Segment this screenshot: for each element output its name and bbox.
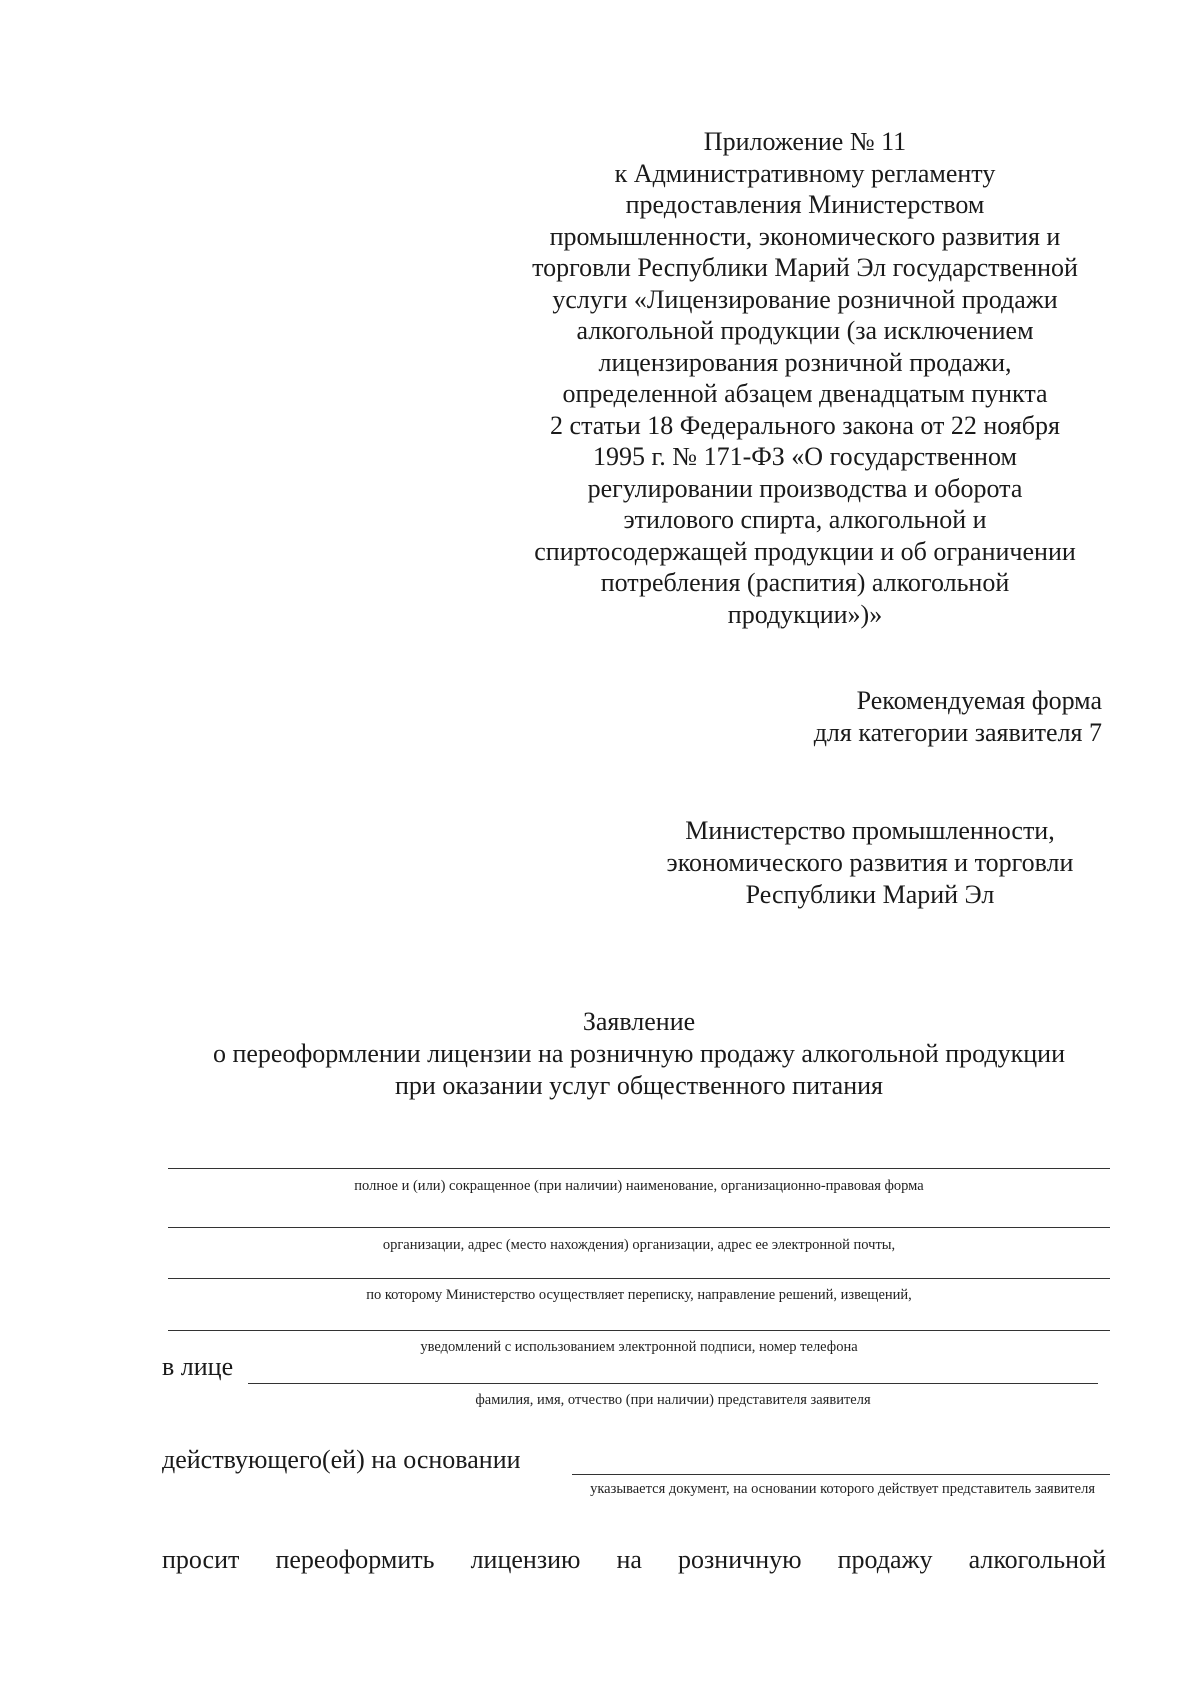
request-word: на: [616, 1545, 642, 1574]
appendix-line: продукции»)»: [727, 599, 883, 629]
applicant-address-field[interactable]: [168, 1227, 1110, 1228]
appendix-line: услуги «Лицензирование розничной продажи: [552, 284, 1058, 314]
represented-by-label: в лице: [162, 1352, 234, 1381]
basis-hint: указывается документ, на основании которого действует представитель заявителя: [590, 1481, 1095, 1497]
representative-hint: фамилия, имя, отчество (при наличии) представителя заявителя: [475, 1392, 871, 1408]
appendix-line: 1995 г. № 171-ФЗ «О государственном: [593, 442, 1017, 471]
appendix-line: торговли Республики Марий Эл государственной: [532, 253, 1078, 282]
appendix-line: предоставления Министерством: [625, 190, 985, 219]
addressee: [600, 815, 1140, 911]
appendix-line: 2 статьи 18 Федерального закона от 22 ноября: [550, 410, 1060, 440]
appendix-line: лицензирования розничной продажи,: [598, 347, 1012, 377]
appendix-line: Приложение № 11: [703, 127, 907, 156]
title-line: о переоформлении лицензии на розничную продажу алкогольной продукции: [212, 1039, 1066, 1068]
request-word: алкогольной: [968, 1545, 1106, 1574]
recommended-line: Рекомендуемая форма: [856, 686, 1102, 715]
applicant-name-field[interactable]: [168, 1168, 1110, 1169]
request-word: розничную: [678, 1545, 802, 1574]
appendix-line: к Административному регламенту: [614, 158, 996, 188]
applicant-hint: уведомлений с использованием электронной подписи, номер телефона: [420, 1339, 858, 1355]
appendix-line: алкогольной продукции (за исключением: [576, 316, 1034, 345]
appendix-line: этилового спирта, алкогольной и: [623, 505, 987, 534]
addressee-line: Министерство промышленности,: [685, 816, 1055, 845]
request-word: переоформить: [275, 1545, 435, 1574]
representative-name-field[interactable]: [248, 1383, 1098, 1384]
request-word: лицензию: [470, 1545, 581, 1574]
addressee-line: Республики Марий Эл: [745, 880, 995, 909]
appendix-line: потребления (распития) алкогольной: [600, 568, 1010, 597]
appendix-line: определенной абзацем двенадцатым пункта: [562, 379, 1048, 408]
recommended-line: для категории заявителя 7: [813, 718, 1102, 747]
applicant-hint: полное и (или) сокращенное (при наличии) наименование, организационно-правовая форма: [354, 1178, 924, 1194]
appendix-line: спиртосодержащей продукции и об ограничении: [534, 536, 1076, 566]
appendix-header: [500, 126, 1110, 630]
applicant-correspondence-field[interactable]: [168, 1278, 1110, 1279]
recommended-form-note: [700, 685, 1102, 749]
request-word: просит: [162, 1545, 240, 1574]
addressee-line: экономического развития и торговли: [666, 848, 1074, 877]
title-line: Заявление: [582, 1007, 696, 1036]
request-word: продажу: [837, 1545, 933, 1574]
appendix-line: промышленности, экономического развития и: [549, 221, 1061, 251]
applicant-phone-field[interactable]: [168, 1330, 1110, 1331]
request-sentence: [162, 1545, 1106, 1575]
appendix-line: регулировании производства и оборота: [587, 473, 1023, 503]
title-line: при оказании услуг общественного питания: [394, 1071, 884, 1100]
applicant-hint: организации, адрес (место нахождения) организации, адрес ее электронной почты,: [382, 1237, 896, 1253]
basis-document-field[interactable]: [572, 1474, 1110, 1475]
document-title: [0, 1006, 1200, 1102]
basis-label: действующего(ей) на основании: [162, 1445, 521, 1474]
applicant-hint: по которому Министерство осуществляет переписку, направление решений, извещений,: [366, 1287, 912, 1303]
